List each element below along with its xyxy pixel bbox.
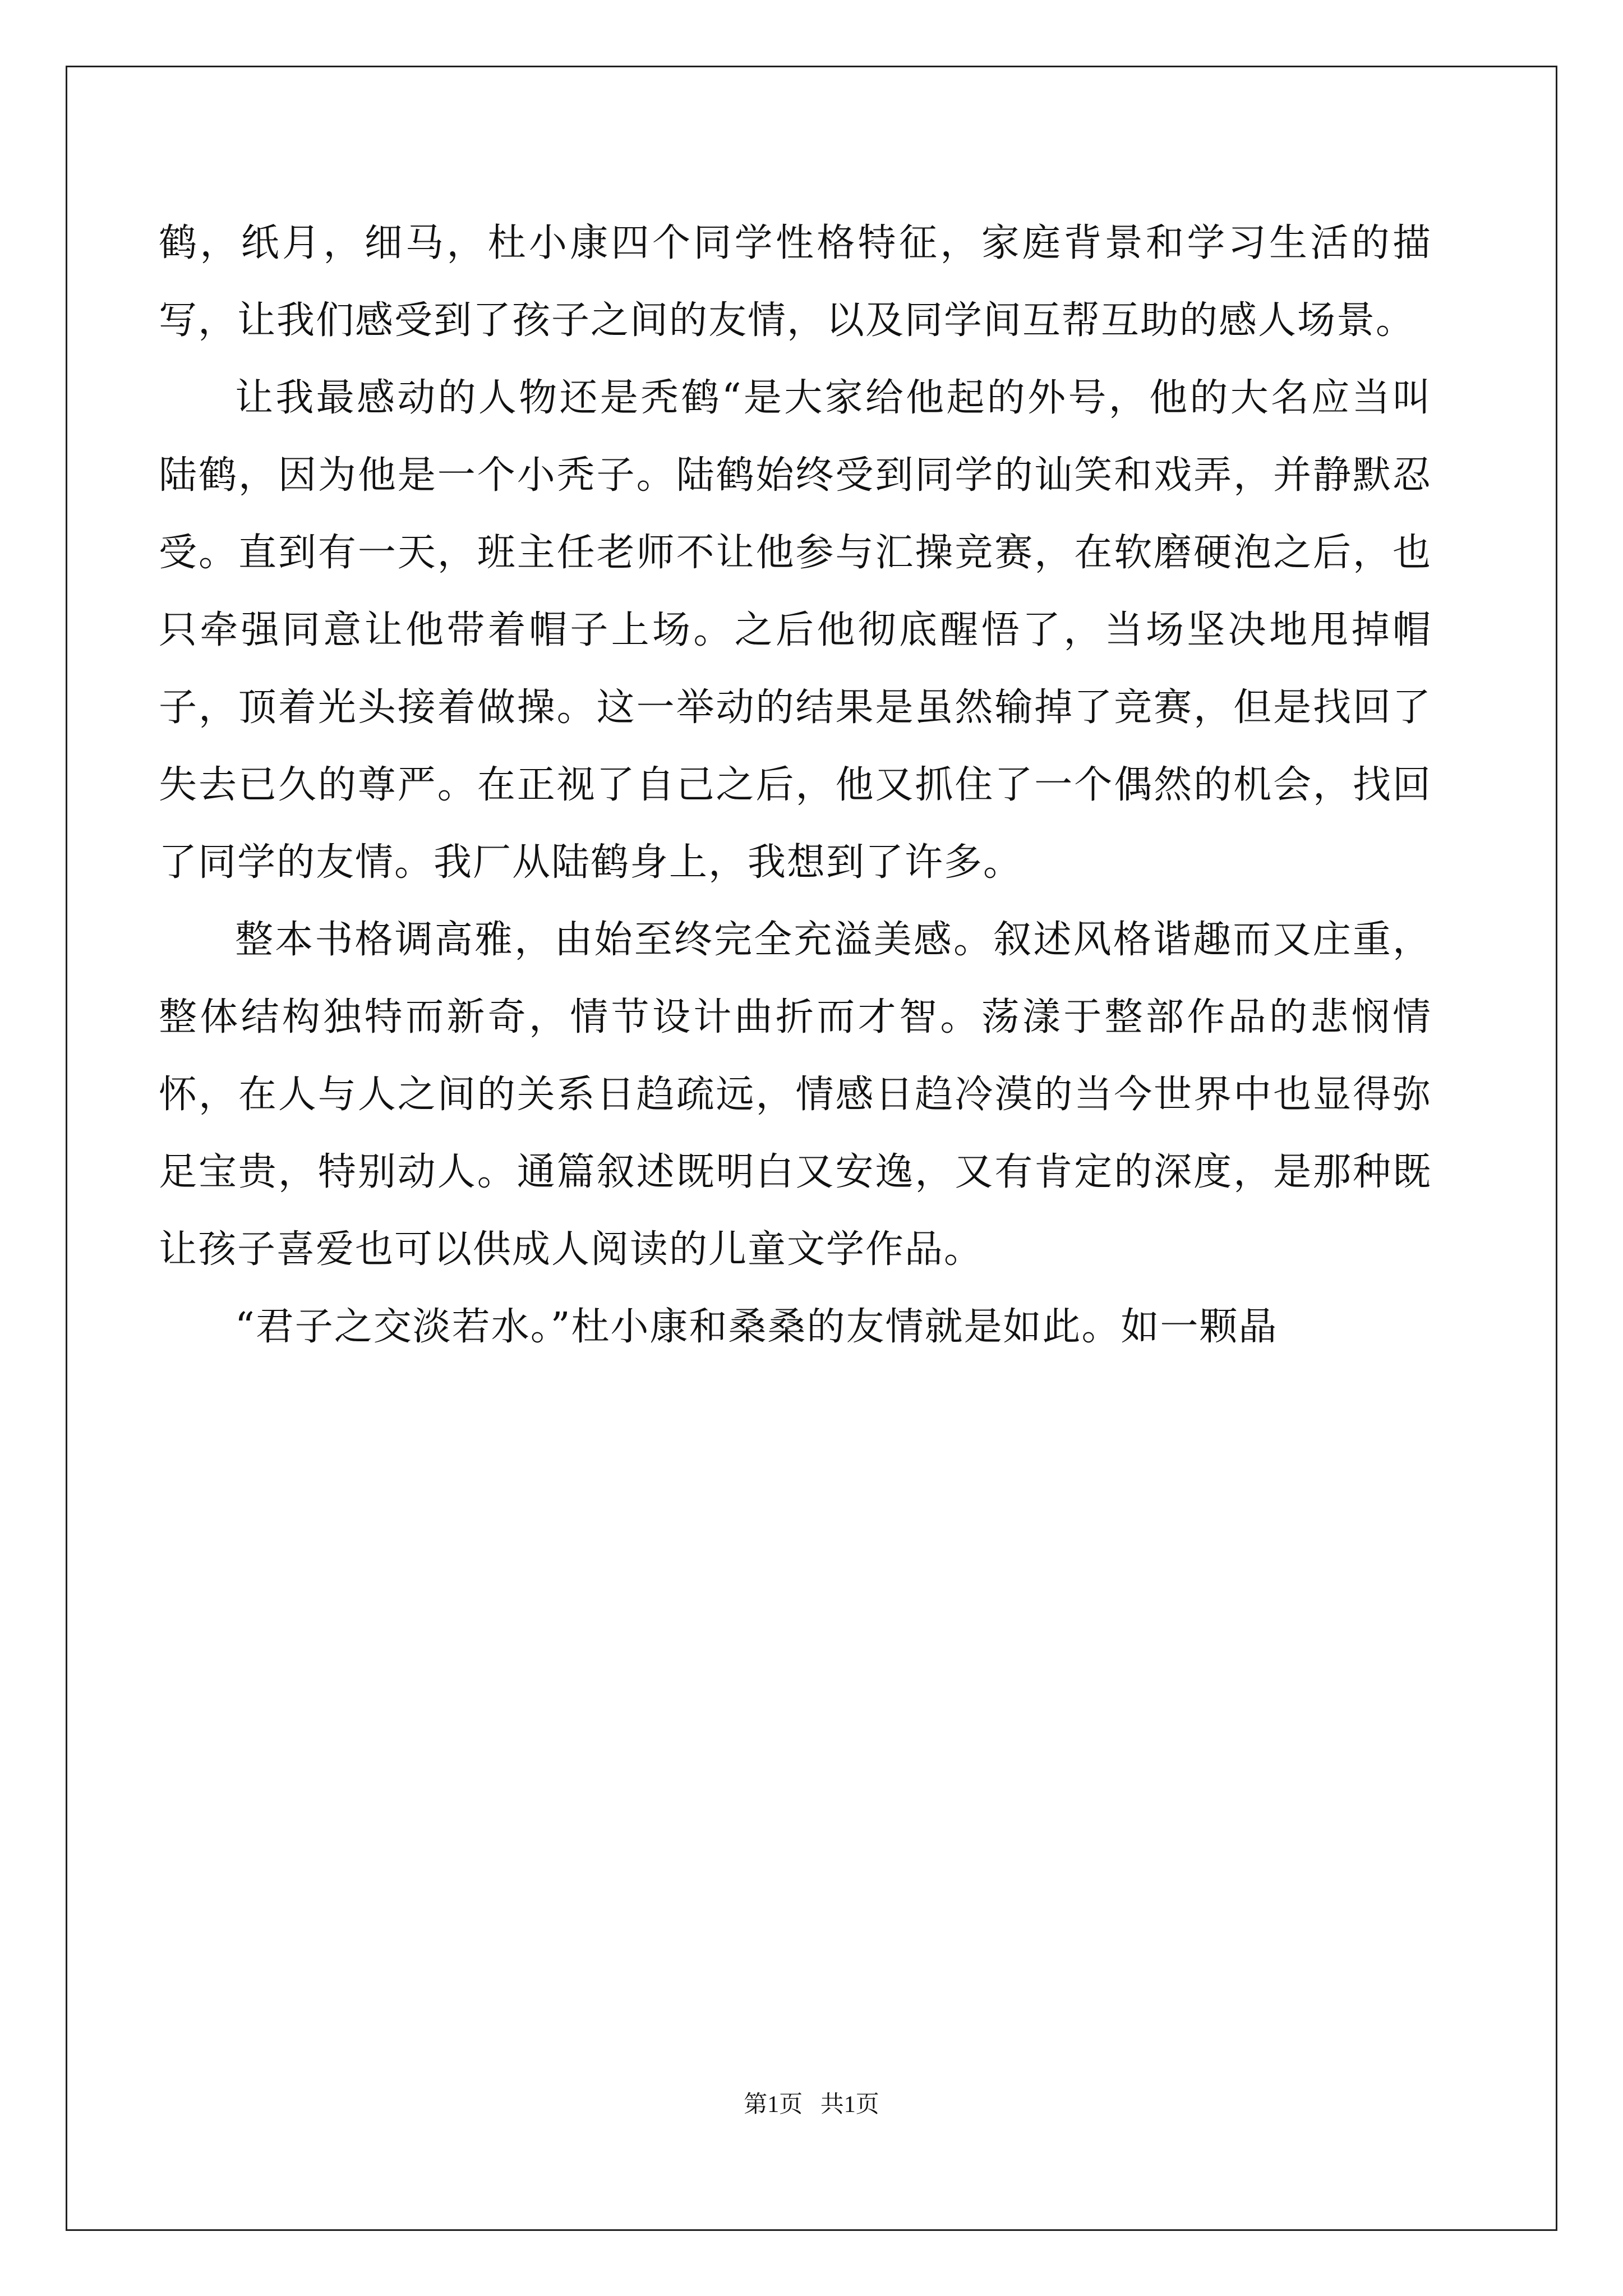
paragraph-4: “君子之交淡若水。”杜小康和桑桑的友情就是如此。如一颗晶: [235, 1305, 1278, 1349]
page-number-footer: 第1页 共1页: [744, 2092, 879, 2118]
document-body: [159, 205, 1432, 1366]
paragraph-1: 鹤，纸月，细马，杜小康四个同学性格特征，家庭背景和学习生活的描写，让我们感受到了孩子之间的友情，以及同学间互帮互助的感人场景。: [159, 221, 1432, 343]
paragraph-2: 让我最感动的人物还是秃鹤“是大家给他起的外号，他的大名应当叫陆鹤，因为他是一个小秃子。陆鹤始终受到同学的讪笑和戏弄，并静默忍受。直到有一天，班主任老师不让他参与汇操竞赛，在软磨硬泡之后，也只牵强同意让他带着帽子上场。之后他彻底醒悟了，当场坚决地甩掉帽子，顶着光头接着做操。这一举动的结果是虽然输掉了竞赛，但是找回了失去已久的尊严。在正视了自己之后，他又抓住了一个偶然的机会，找回了同学的友情。我厂从陆鹤身上，我想到了许多。: [159, 376, 1432, 885]
paragraph-3: 整本书格调高雅，由始至终完全充溢美感。叙述风格谐趣而又庄重，整体结构独特而新奇，情节设计曲折而才智。荡漾于整部作品的悲悯情怀，在人与人之间的关系日趋疏远，情感日趋冷漠的当今世界中也显得弥足宝贵，特别动人。通篇叙述既明白又安逸，又有肯定的深度，是那种既让孩子喜爱也可以供成人阅读的儿童文学作品。: [159, 918, 1432, 1272]
